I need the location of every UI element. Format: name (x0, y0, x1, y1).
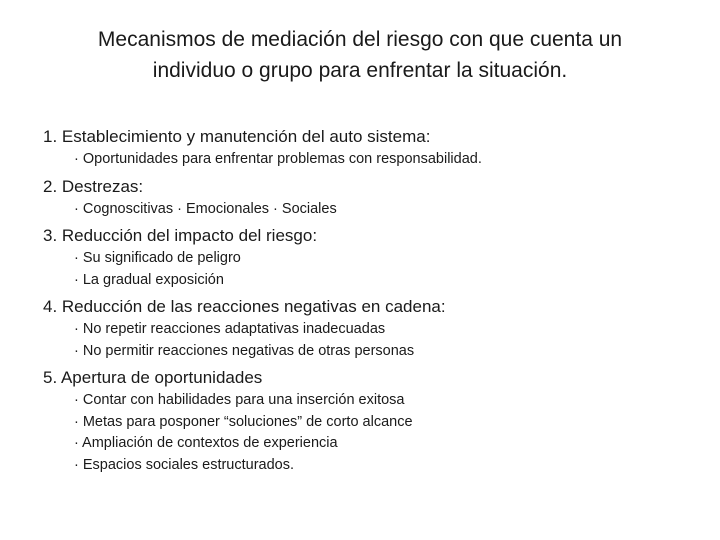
item-heading: 2. Destrezas: (43, 176, 144, 196)
sub-item: · No repetir reacciones adaptativas inadecuadas (74, 321, 386, 337)
sub-item: · Espacios sociales estructurados. (74, 456, 295, 473)
sub-item: · Oportunidades para enfrentar problemas con responsabilidad. (74, 151, 482, 167)
list-item (43, 225, 683, 291)
list-item (43, 126, 683, 171)
title-line-1: Mecanismos de mediación del riesgo con que cuenta un (97, 28, 623, 51)
sub-list (43, 199, 683, 221)
list-item (43, 296, 683, 362)
title-line-2: individuo o grupo para enfrentar la situación. (152, 59, 568, 82)
slide-title (60, 24, 660, 86)
sub-item: · Contar con habilidades para una inserción exitosa (74, 392, 405, 408)
item-heading: 4. Reducción de las reacciones negativas en cadena: (43, 297, 446, 316)
mechanisms-list (43, 126, 683, 481)
sub-item: · Metas para posponer “soluciones” de corto alcance (74, 413, 413, 430)
sub-item: · Cognoscitivas · Emocionales · Sociales (74, 200, 337, 217)
sub-item: · Su significado de peligro (74, 250, 241, 266)
sub-item: · No permitir reacciones negativas de otras personas (74, 342, 415, 359)
sub-item: · La gradual exposición (74, 271, 224, 288)
sub-list (43, 319, 683, 362)
item-heading: 3. Reducción del impacto del riesgo: (43, 226, 318, 245)
item-heading: 1. Establecimiento y manutención del auto sistema: (43, 127, 431, 146)
list-item (43, 176, 683, 221)
sub-list (43, 390, 683, 476)
list-item (43, 367, 683, 476)
sub-list (43, 248, 683, 291)
sub-item: · Ampliación de contextos de experiencia (74, 435, 338, 451)
item-heading: 5. Apertura de oportunidades (43, 368, 263, 387)
sub-list (43, 149, 683, 171)
